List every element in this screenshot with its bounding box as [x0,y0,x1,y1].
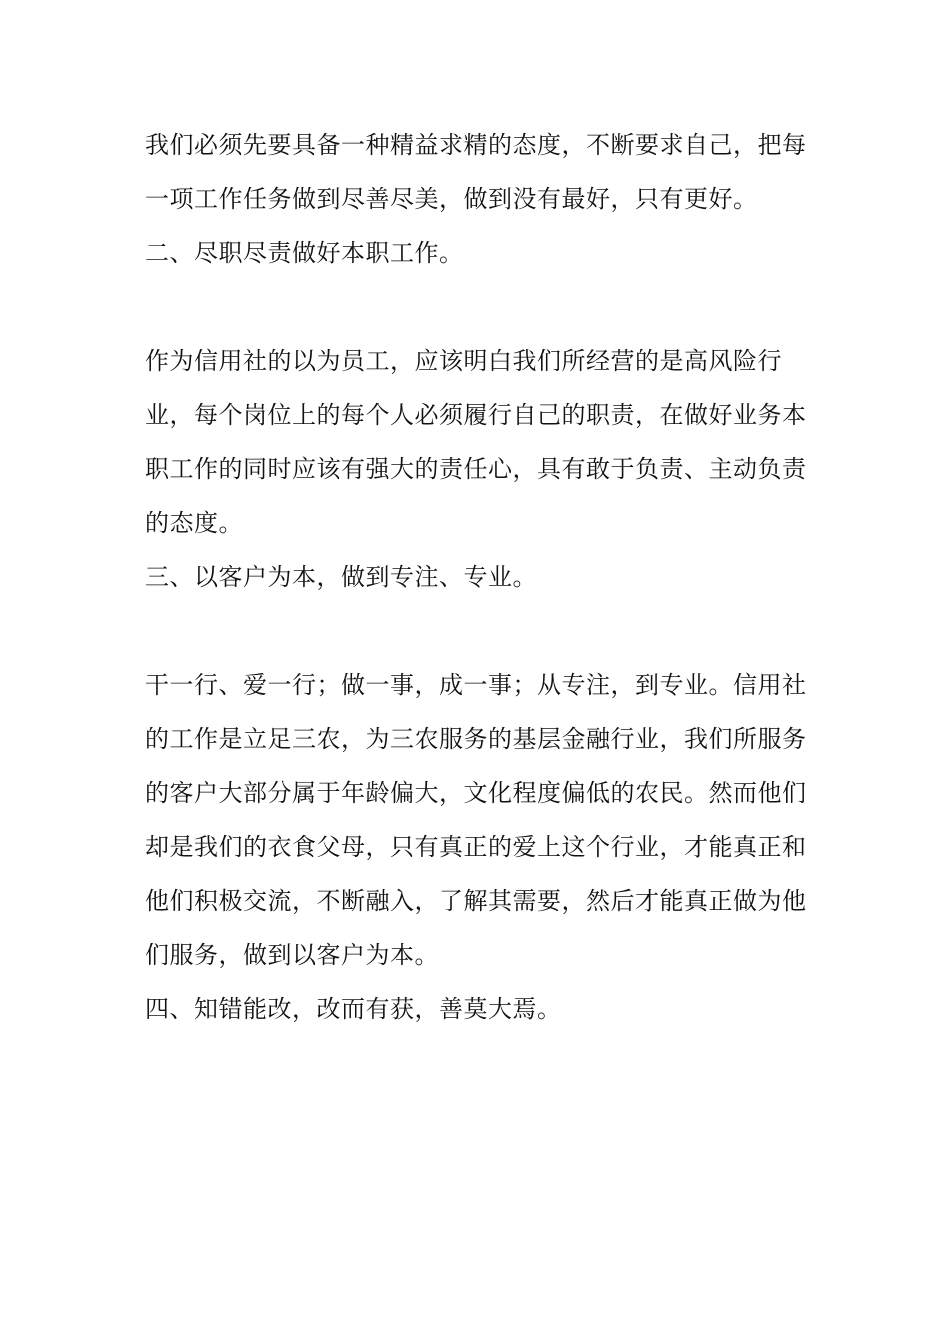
paragraph-line: 我们必须先要具备一种精益求精的态度，不断要求自己，把每 [145,131,807,159]
paragraph-line: 职工作的同时应该有强大的责任心，具有敢于负责、主动负责 [145,455,807,483]
section-heading-2: 二、尽职尽责做好本职工作。 [145,239,464,267]
paragraph-gap [145,280,805,334]
section-heading-4: 四、知错能改，改而有获，善莫大焉。 [145,995,562,1023]
paragraph-line: 一项工作任务做到尽善尽美，做到没有最好，只有更好。 [145,185,758,213]
paragraph-line: 的态度。 [145,509,243,537]
paragraph-line: 业，每个岗位上的每个人必须履行自己的职责，在做好业务本 [145,401,807,429]
document-body [145,118,805,1036]
paragraph-line: 的客户大部分属于年龄偏大，文化程度偏低的农民。然而他们 [145,779,807,807]
paragraph-line: 他们积极交流，不断融入，了解其需要，然后才能真正做为他 [145,887,807,915]
paragraph-line: 却是我们的衣食父母，只有真正的爱上这个行业，才能真正和 [145,833,807,861]
paragraph-line: 的工作是立足三农，为三农服务的基层金融行业，我们所服务 [145,725,807,753]
paragraph-line: 们服务，做到以客户为本。 [145,941,439,969]
paragraph-line: 干一行、爱一行；做一事，成一事；从专注，到专业。信用社 [145,671,807,699]
section-heading-3: 三、以客户为本，做到专注、专业。 [145,563,537,591]
paragraph-line: 作为信用社的以为员工，应该明白我们所经营的是高风险行 [145,347,782,375]
paragraph-gap [145,604,805,658]
